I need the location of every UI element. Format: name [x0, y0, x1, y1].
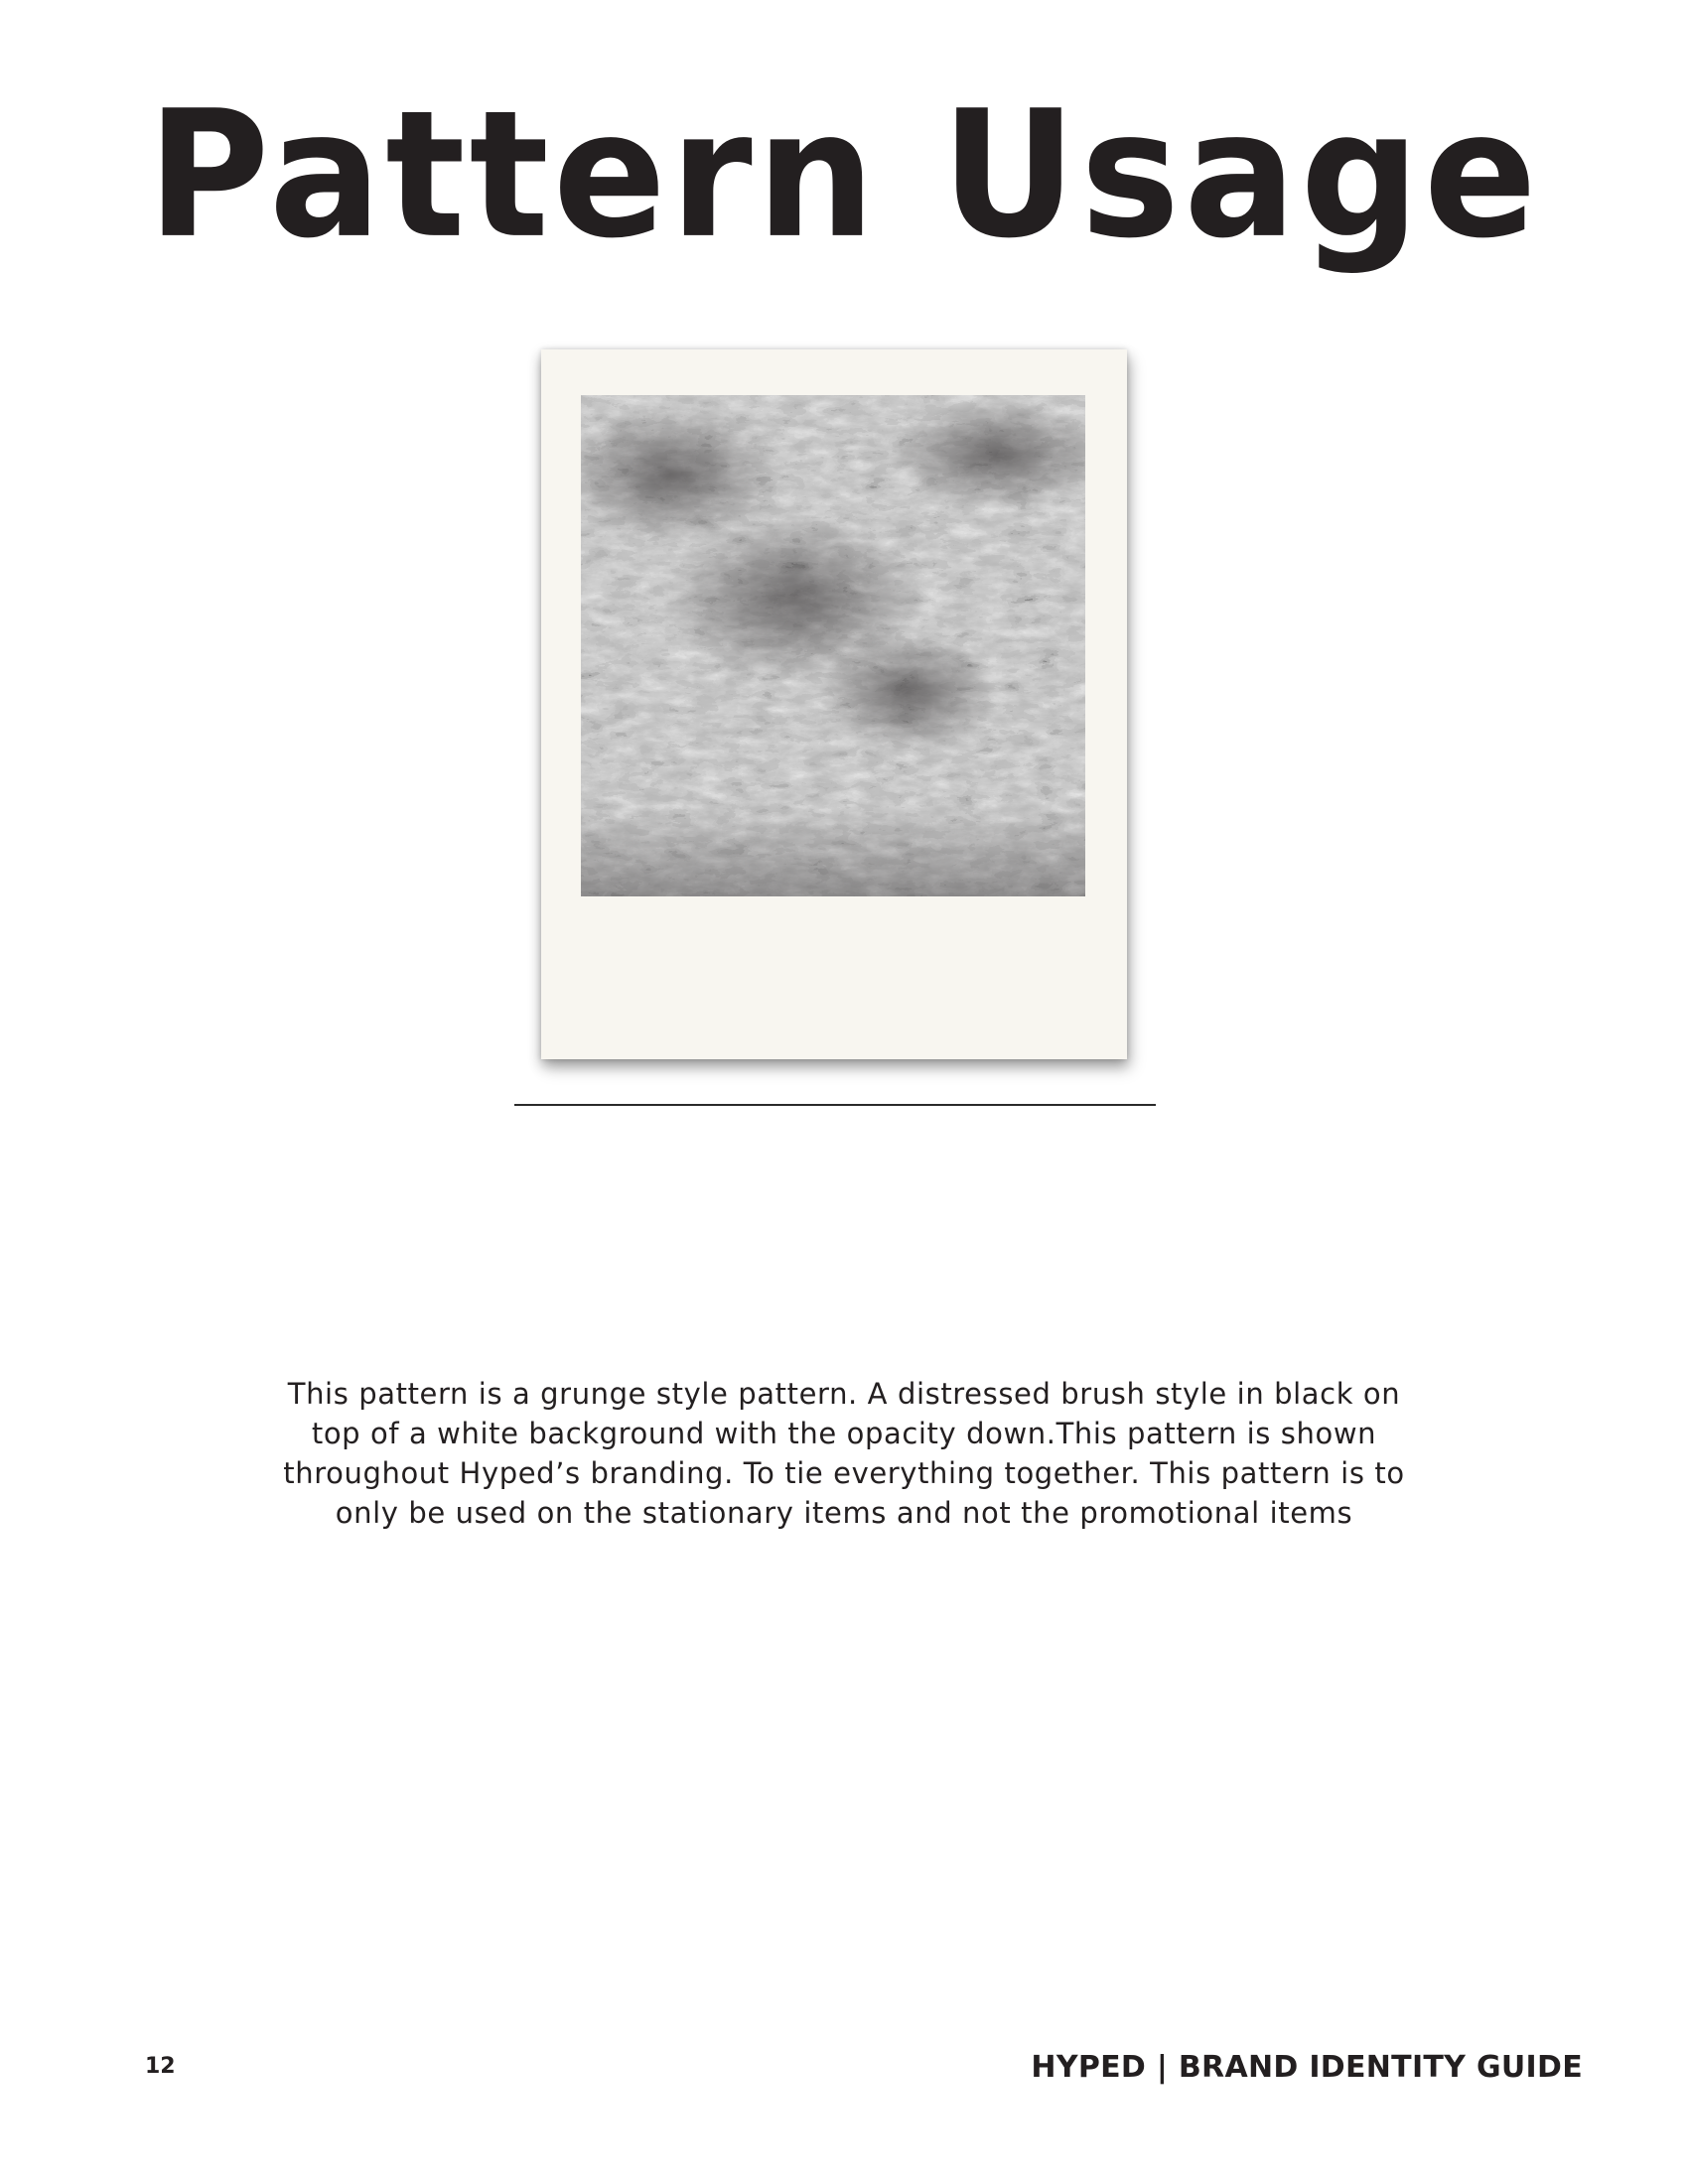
pattern-description: This pattern is a grunge style pattern. A distressed brush style in black on top of a white background with the opacity down.This pattern is shown throughout Hyped’s branding. To tie everything together. This pattern is to only be used on the stationary items and not the promotional items — [283, 1377, 1405, 1530]
polaroid-frame — [541, 349, 1127, 1059]
grunge-pattern-image — [581, 395, 1085, 896]
caption-divider — [514, 1104, 1156, 1106]
page-number: 12 — [145, 2054, 176, 2079]
page-title: Pattern Usage — [147, 72, 1541, 277]
footer-brand-title: HYPED | BRAND IDENTITY GUIDE — [1031, 2050, 1583, 2085]
